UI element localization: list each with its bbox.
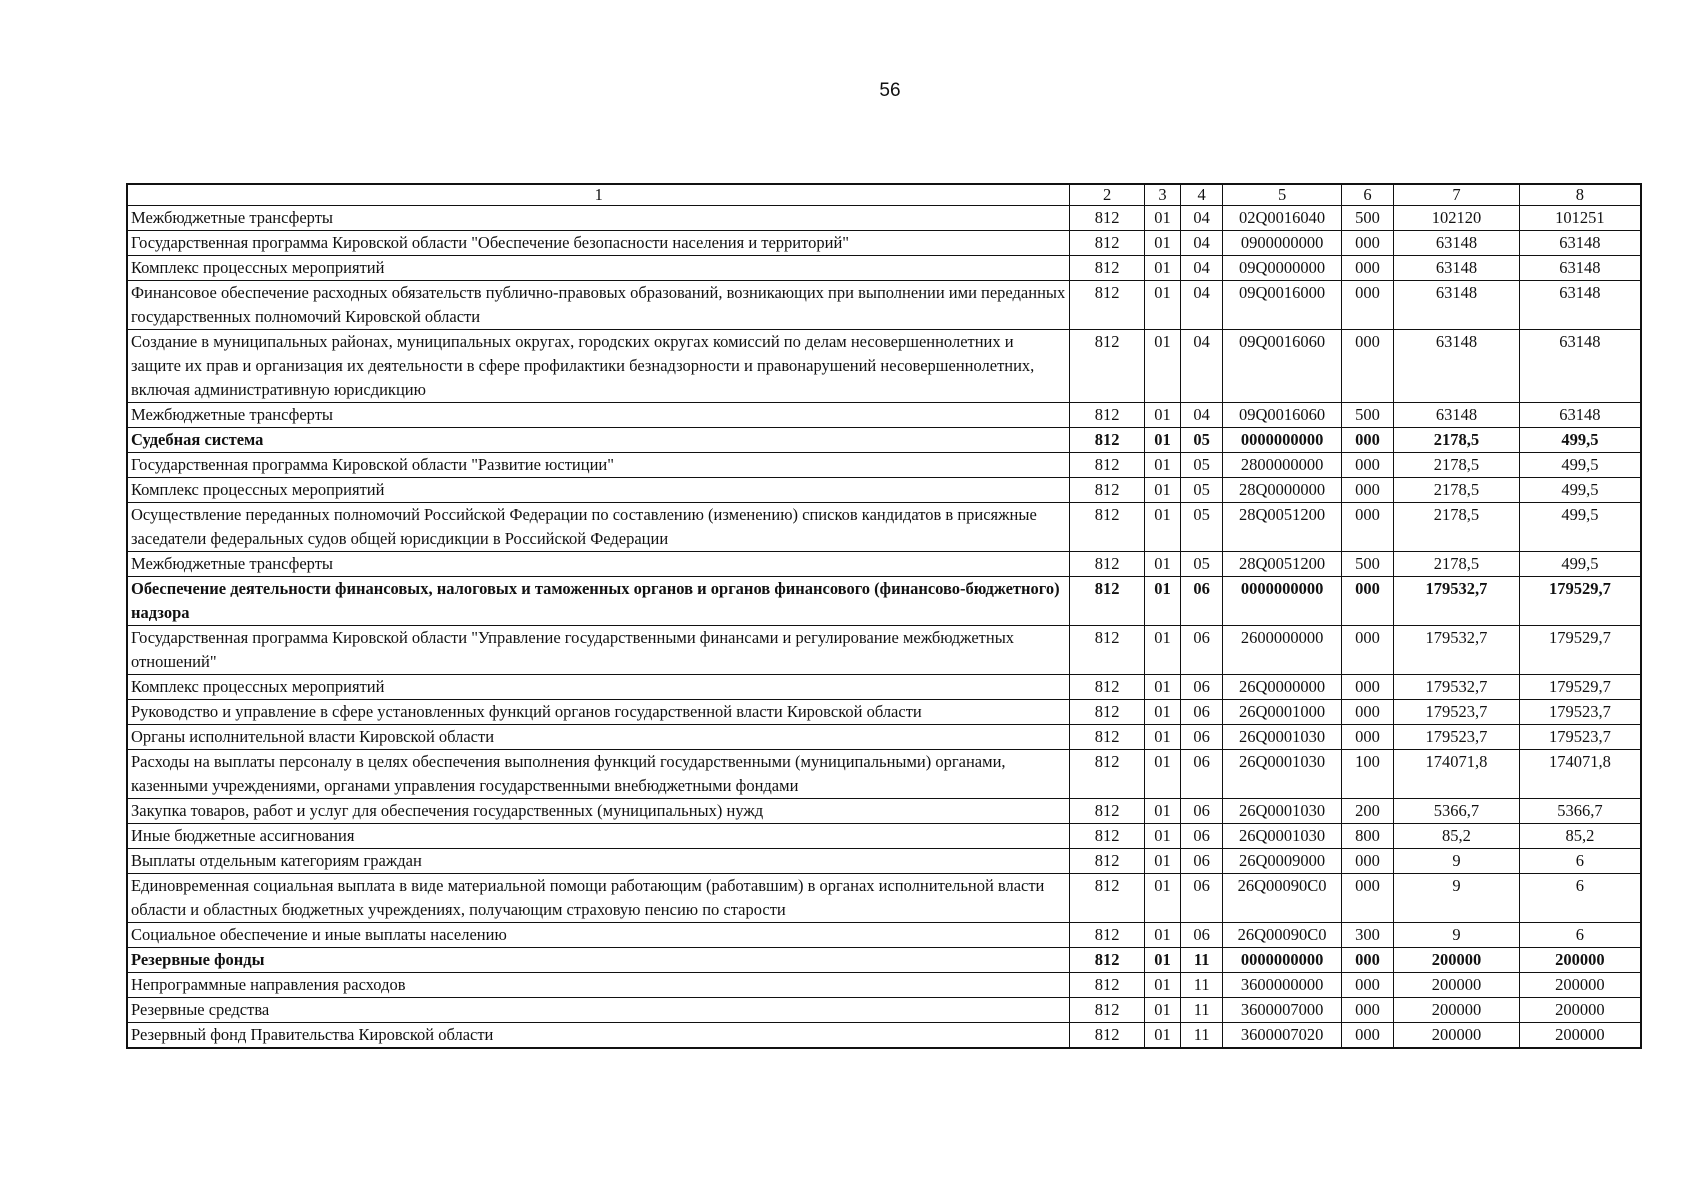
section-code: 01 bbox=[1144, 206, 1180, 231]
amount-col-8: 6 bbox=[1519, 874, 1641, 923]
row-name: Финансовое обеспечение расходных обязательств публично-правовых образований, возникающих при выполнении ими переданных государственных полномочий Кировской области bbox=[127, 281, 1070, 330]
admin-code: 812 bbox=[1070, 998, 1144, 1023]
row-name: Резервные средства bbox=[127, 998, 1070, 1023]
row-name: Руководство и управление в сфере установленных функций органов государственной власти Кировской области bbox=[127, 700, 1070, 725]
expense-type-code: 000 bbox=[1341, 503, 1393, 552]
target-article-code: 0900000000 bbox=[1223, 231, 1342, 256]
subsection-code: 06 bbox=[1181, 725, 1223, 750]
amount-col-8: 63148 bbox=[1519, 330, 1641, 403]
section-code: 01 bbox=[1144, 577, 1180, 626]
amount-col-7: 2178,5 bbox=[1394, 478, 1520, 503]
column-header-3: 3 bbox=[1144, 184, 1180, 206]
table-header-row bbox=[127, 184, 1641, 206]
section-code: 01 bbox=[1144, 428, 1180, 453]
expense-type-code: 000 bbox=[1341, 725, 1393, 750]
amount-col-7: 2178,5 bbox=[1394, 503, 1520, 552]
expense-type-code: 200 bbox=[1341, 799, 1393, 824]
row-name: Государственная программа Кировской области "Управление государственными финансами и регулирование межбюджетных отношений" bbox=[127, 626, 1070, 675]
table-row bbox=[127, 478, 1641, 503]
section-code: 01 bbox=[1144, 874, 1180, 923]
target-article-code: 28Q0051200 bbox=[1223, 503, 1342, 552]
expense-type-code: 100 bbox=[1341, 750, 1393, 799]
admin-code: 812 bbox=[1070, 231, 1144, 256]
expense-type-code: 000 bbox=[1341, 998, 1393, 1023]
table-row bbox=[127, 849, 1641, 874]
section-code: 01 bbox=[1144, 403, 1180, 428]
expense-type-code: 000 bbox=[1341, 330, 1393, 403]
page-number: 56 bbox=[879, 80, 901, 101]
section-code: 01 bbox=[1144, 948, 1180, 973]
target-article-code: 26Q0001000 bbox=[1223, 700, 1342, 725]
subsection-code: 05 bbox=[1181, 453, 1223, 478]
admin-code: 812 bbox=[1070, 552, 1144, 577]
amount-col-7: 9 bbox=[1394, 923, 1520, 948]
table-row bbox=[127, 799, 1641, 824]
table-row bbox=[127, 577, 1641, 626]
section-code: 01 bbox=[1144, 824, 1180, 849]
subsection-code: 04 bbox=[1181, 403, 1223, 428]
subsection-code: 06 bbox=[1181, 799, 1223, 824]
amount-col-7: 63148 bbox=[1394, 231, 1520, 256]
table-row bbox=[127, 824, 1641, 849]
amount-col-8: 179529,7 bbox=[1519, 675, 1641, 700]
row-name: Межбюджетные трансферты bbox=[127, 552, 1070, 577]
expense-type-code: 000 bbox=[1341, 428, 1393, 453]
target-article-code: 02Q0016040 bbox=[1223, 206, 1342, 231]
subsection-code: 05 bbox=[1181, 428, 1223, 453]
column-header-6: 6 bbox=[1341, 184, 1393, 206]
target-article-code: 2600000000 bbox=[1223, 626, 1342, 675]
section-code: 01 bbox=[1144, 478, 1180, 503]
column-header-2: 2 bbox=[1070, 184, 1144, 206]
row-name: Расходы на выплаты персоналу в целях обеспечения выполнения функций государственными (муниципальными) органами, казенными учреждениями, органами управления государственными внебюджетными фондами bbox=[127, 750, 1070, 799]
target-article-code: 3600007000 bbox=[1223, 998, 1342, 1023]
table-row bbox=[127, 403, 1641, 428]
expense-type-code: 000 bbox=[1341, 478, 1393, 503]
subsection-code: 06 bbox=[1181, 675, 1223, 700]
amount-col-7: 85,2 bbox=[1394, 824, 1520, 849]
row-name: Единовременная социальная выплата в виде материальной помощи работающим (работавшим) в органах исполнительной власти области и областных бюджетных учреждениях, получающим страховую пенсию по старости bbox=[127, 874, 1070, 923]
expense-type-code: 500 bbox=[1341, 206, 1393, 231]
section-code: 01 bbox=[1144, 799, 1180, 824]
table-row bbox=[127, 256, 1641, 281]
expense-type-code: 000 bbox=[1341, 281, 1393, 330]
target-article-code: 2800000000 bbox=[1223, 453, 1342, 478]
section-code: 01 bbox=[1144, 1023, 1180, 1049]
section-code: 01 bbox=[1144, 849, 1180, 874]
target-article-code: 09Q0016060 bbox=[1223, 403, 1342, 428]
table-row bbox=[127, 750, 1641, 799]
subsection-code: 11 bbox=[1181, 1023, 1223, 1049]
row-name: Создание в муниципальных районах, муниципальных округах, городских округах комиссий по делам несовершеннолетних и защите их прав и организация их деятельности в сфере профилактики безнадзорности и правонарушений несовершеннолетних, включая административную юрисдикцию bbox=[127, 330, 1070, 403]
amount-col-8: 85,2 bbox=[1519, 824, 1641, 849]
subsection-code: 06 bbox=[1181, 750, 1223, 799]
admin-code: 812 bbox=[1070, 281, 1144, 330]
expense-type-code: 000 bbox=[1341, 849, 1393, 874]
target-article-code: 0000000000 bbox=[1223, 948, 1342, 973]
amount-col-8: 63148 bbox=[1519, 256, 1641, 281]
row-name: Резервные фонды bbox=[127, 948, 1070, 973]
table-row bbox=[127, 725, 1641, 750]
amount-col-7: 63148 bbox=[1394, 256, 1520, 281]
admin-code: 812 bbox=[1070, 849, 1144, 874]
amount-col-7: 5366,7 bbox=[1394, 799, 1520, 824]
table-row bbox=[127, 552, 1641, 577]
amount-col-8: 101251 bbox=[1519, 206, 1641, 231]
table-row bbox=[127, 428, 1641, 453]
amount-col-8: 179529,7 bbox=[1519, 577, 1641, 626]
target-article-code: 26Q0001030 bbox=[1223, 750, 1342, 799]
subsection-code: 06 bbox=[1181, 626, 1223, 675]
expense-type-code: 000 bbox=[1341, 874, 1393, 923]
amount-col-8: 499,5 bbox=[1519, 478, 1641, 503]
section-code: 01 bbox=[1144, 998, 1180, 1023]
admin-code: 812 bbox=[1070, 577, 1144, 626]
row-name: Комплекс процессных мероприятий bbox=[127, 675, 1070, 700]
column-header-7: 7 bbox=[1394, 184, 1520, 206]
admin-code: 812 bbox=[1070, 750, 1144, 799]
table-row bbox=[127, 700, 1641, 725]
subsection-code: 06 bbox=[1181, 874, 1223, 923]
admin-code: 812 bbox=[1070, 874, 1144, 923]
amount-col-7: 63148 bbox=[1394, 281, 1520, 330]
table-row bbox=[127, 675, 1641, 700]
amount-col-7: 200000 bbox=[1394, 973, 1520, 998]
target-article-code: 09Q0016000 bbox=[1223, 281, 1342, 330]
row-name: Обеспечение деятельности финансовых, налоговых и таможенных органов и органов финансового (финансово-бюджетного) надзора bbox=[127, 577, 1070, 626]
row-name: Выплаты отдельным категориям граждан bbox=[127, 849, 1070, 874]
target-article-code: 26Q0000000 bbox=[1223, 675, 1342, 700]
amount-col-7: 2178,5 bbox=[1394, 453, 1520, 478]
amount-col-8: 200000 bbox=[1519, 998, 1641, 1023]
target-article-code: 26Q0001030 bbox=[1223, 799, 1342, 824]
subsection-code: 04 bbox=[1181, 256, 1223, 281]
row-name: Резервный фонд Правительства Кировской области bbox=[127, 1023, 1070, 1049]
target-article-code: 0000000000 bbox=[1223, 577, 1342, 626]
admin-code: 812 bbox=[1070, 824, 1144, 849]
admin-code: 812 bbox=[1070, 948, 1144, 973]
expense-type-code: 000 bbox=[1341, 577, 1393, 626]
target-article-code: 28Q0051200 bbox=[1223, 552, 1342, 577]
column-header-1: 1 bbox=[127, 184, 1070, 206]
subsection-code: 06 bbox=[1181, 577, 1223, 626]
table-row bbox=[127, 206, 1641, 231]
expense-type-code: 000 bbox=[1341, 700, 1393, 725]
section-code: 01 bbox=[1144, 626, 1180, 675]
amount-col-8: 200000 bbox=[1519, 1023, 1641, 1049]
expense-type-code: 000 bbox=[1341, 626, 1393, 675]
amount-col-7: 200000 bbox=[1394, 1023, 1520, 1049]
target-article-code: 3600007020 bbox=[1223, 1023, 1342, 1049]
amount-col-8: 174071,8 bbox=[1519, 750, 1641, 799]
admin-code: 812 bbox=[1070, 700, 1144, 725]
target-article-code: 26Q0009000 bbox=[1223, 849, 1342, 874]
amount-col-7: 2178,5 bbox=[1394, 428, 1520, 453]
amount-col-7: 9 bbox=[1394, 849, 1520, 874]
section-code: 01 bbox=[1144, 503, 1180, 552]
amount-col-7: 63148 bbox=[1394, 330, 1520, 403]
row-name: Комплекс процессных мероприятий bbox=[127, 256, 1070, 281]
section-code: 01 bbox=[1144, 675, 1180, 700]
amount-col-8: 200000 bbox=[1519, 948, 1641, 973]
admin-code: 812 bbox=[1070, 1023, 1144, 1049]
admin-code: 812 bbox=[1070, 973, 1144, 998]
amount-col-7: 179523,7 bbox=[1394, 725, 1520, 750]
table-row bbox=[127, 923, 1641, 948]
section-code: 01 bbox=[1144, 700, 1180, 725]
target-article-code: 26Q00090C0 bbox=[1223, 874, 1342, 923]
amount-col-8: 5366,7 bbox=[1519, 799, 1641, 824]
section-code: 01 bbox=[1144, 330, 1180, 403]
row-name: Осуществление переданных полномочий Российской Федерации по составлению (изменению) списков кандидатов в присяжные заседатели федеральных судов общей юрисдикции в Российской Федерации bbox=[127, 503, 1070, 552]
table-row bbox=[127, 330, 1641, 403]
amount-col-7: 179523,7 bbox=[1394, 700, 1520, 725]
amount-col-8: 63148 bbox=[1519, 403, 1641, 428]
amount-col-7: 179532,7 bbox=[1394, 577, 1520, 626]
subsection-code: 04 bbox=[1181, 330, 1223, 403]
amount-col-7: 179532,7 bbox=[1394, 675, 1520, 700]
expense-type-code: 000 bbox=[1341, 973, 1393, 998]
row-name: Государственная программа Кировской области "Развитие юстиции" bbox=[127, 453, 1070, 478]
admin-code: 812 bbox=[1070, 428, 1144, 453]
amount-col-8: 6 bbox=[1519, 923, 1641, 948]
admin-code: 812 bbox=[1070, 403, 1144, 428]
admin-code: 812 bbox=[1070, 330, 1144, 403]
table-row bbox=[127, 453, 1641, 478]
target-article-code: 28Q0000000 bbox=[1223, 478, 1342, 503]
table-row bbox=[127, 281, 1641, 330]
row-name: Закупка товаров, работ и услуг для обеспечения государственных (муниципальных) нужд bbox=[127, 799, 1070, 824]
amount-col-7: 63148 bbox=[1394, 403, 1520, 428]
subsection-code: 06 bbox=[1181, 849, 1223, 874]
subsection-code: 11 bbox=[1181, 973, 1223, 998]
target-article-code: 09Q0000000 bbox=[1223, 256, 1342, 281]
expense-type-code: 000 bbox=[1341, 948, 1393, 973]
amount-col-8: 499,5 bbox=[1519, 453, 1641, 478]
amount-col-7: 174071,8 bbox=[1394, 750, 1520, 799]
admin-code: 812 bbox=[1070, 626, 1144, 675]
target-article-code: 26Q0001030 bbox=[1223, 824, 1342, 849]
target-article-code: 26Q00090C0 bbox=[1223, 923, 1342, 948]
subsection-code: 05 bbox=[1181, 503, 1223, 552]
expense-type-code: 000 bbox=[1341, 1023, 1393, 1049]
table-row bbox=[127, 626, 1641, 675]
budget-table bbox=[126, 183, 1642, 1049]
amount-col-8: 63148 bbox=[1519, 281, 1641, 330]
expense-type-code: 000 bbox=[1341, 453, 1393, 478]
expense-type-code: 000 bbox=[1341, 231, 1393, 256]
admin-code: 812 bbox=[1070, 453, 1144, 478]
row-name: Непрограммные направления расходов bbox=[127, 973, 1070, 998]
expense-type-code: 500 bbox=[1341, 552, 1393, 577]
subsection-code: 06 bbox=[1181, 923, 1223, 948]
column-header-5: 5 bbox=[1223, 184, 1342, 206]
expense-type-code: 300 bbox=[1341, 923, 1393, 948]
table-body bbox=[127, 206, 1641, 1049]
amount-col-7: 2178,5 bbox=[1394, 552, 1520, 577]
table-row bbox=[127, 503, 1641, 552]
section-code: 01 bbox=[1144, 281, 1180, 330]
table-row bbox=[127, 1023, 1641, 1049]
subsection-code: 05 bbox=[1181, 478, 1223, 503]
row-name: Межбюджетные трансферты bbox=[127, 403, 1070, 428]
amount-col-8: 179529,7 bbox=[1519, 626, 1641, 675]
row-name: Комплекс процессных мероприятий bbox=[127, 478, 1070, 503]
subsection-code: 04 bbox=[1181, 281, 1223, 330]
target-article-code: 26Q0001030 bbox=[1223, 725, 1342, 750]
row-name: Социальное обеспечение и иные выплаты населению bbox=[127, 923, 1070, 948]
expense-type-code: 000 bbox=[1341, 675, 1393, 700]
amount-col-7: 200000 bbox=[1394, 998, 1520, 1023]
row-name: Межбюджетные трансферты bbox=[127, 206, 1070, 231]
section-code: 01 bbox=[1144, 973, 1180, 998]
target-article-code: 3600000000 bbox=[1223, 973, 1342, 998]
admin-code: 812 bbox=[1070, 799, 1144, 824]
expense-type-code: 000 bbox=[1341, 256, 1393, 281]
subsection-code: 11 bbox=[1181, 948, 1223, 973]
admin-code: 812 bbox=[1070, 206, 1144, 231]
section-code: 01 bbox=[1144, 725, 1180, 750]
row-name: Судебная система bbox=[127, 428, 1070, 453]
table-row bbox=[127, 231, 1641, 256]
section-code: 01 bbox=[1144, 256, 1180, 281]
subsection-code: 04 bbox=[1181, 206, 1223, 231]
amount-col-8: 499,5 bbox=[1519, 428, 1641, 453]
column-header-4: 4 bbox=[1181, 184, 1223, 206]
expense-type-code: 500 bbox=[1341, 403, 1393, 428]
section-code: 01 bbox=[1144, 923, 1180, 948]
column-header-8: 8 bbox=[1519, 184, 1641, 206]
target-article-code: 09Q0016060 bbox=[1223, 330, 1342, 403]
subsection-code: 05 bbox=[1181, 552, 1223, 577]
row-name: Государственная программа Кировской области "Обеспечение безопасности населения и территорий" bbox=[127, 231, 1070, 256]
table-row bbox=[127, 948, 1641, 973]
amount-col-7: 102120 bbox=[1394, 206, 1520, 231]
admin-code: 812 bbox=[1070, 725, 1144, 750]
target-article-code: 0000000000 bbox=[1223, 428, 1342, 453]
amount-col-8: 6 bbox=[1519, 849, 1641, 874]
amount-col-8: 200000 bbox=[1519, 973, 1641, 998]
row-name: Органы исполнительной власти Кировской области bbox=[127, 725, 1070, 750]
amount-col-8: 499,5 bbox=[1519, 552, 1641, 577]
table-row bbox=[127, 874, 1641, 923]
amount-col-7: 200000 bbox=[1394, 948, 1520, 973]
admin-code: 812 bbox=[1070, 675, 1144, 700]
amount-col-8: 499,5 bbox=[1519, 503, 1641, 552]
amount-col-8: 179523,7 bbox=[1519, 725, 1641, 750]
amount-col-7: 179532,7 bbox=[1394, 626, 1520, 675]
admin-code: 812 bbox=[1070, 478, 1144, 503]
admin-code: 812 bbox=[1070, 256, 1144, 281]
subsection-code: 04 bbox=[1181, 231, 1223, 256]
subsection-code: 06 bbox=[1181, 700, 1223, 725]
admin-code: 812 bbox=[1070, 923, 1144, 948]
admin-code: 812 bbox=[1070, 503, 1144, 552]
subsection-code: 11 bbox=[1181, 998, 1223, 1023]
table-row bbox=[127, 973, 1641, 998]
table-row bbox=[127, 998, 1641, 1023]
amount-col-8: 63148 bbox=[1519, 231, 1641, 256]
section-code: 01 bbox=[1144, 231, 1180, 256]
section-code: 01 bbox=[1144, 750, 1180, 799]
amount-col-8: 179523,7 bbox=[1519, 700, 1641, 725]
section-code: 01 bbox=[1144, 453, 1180, 478]
row-name: Иные бюджетные ассигнования bbox=[127, 824, 1070, 849]
amount-col-7: 9 bbox=[1394, 874, 1520, 923]
expense-type-code: 800 bbox=[1341, 824, 1393, 849]
subsection-code: 06 bbox=[1181, 824, 1223, 849]
section-code: 01 bbox=[1144, 552, 1180, 577]
